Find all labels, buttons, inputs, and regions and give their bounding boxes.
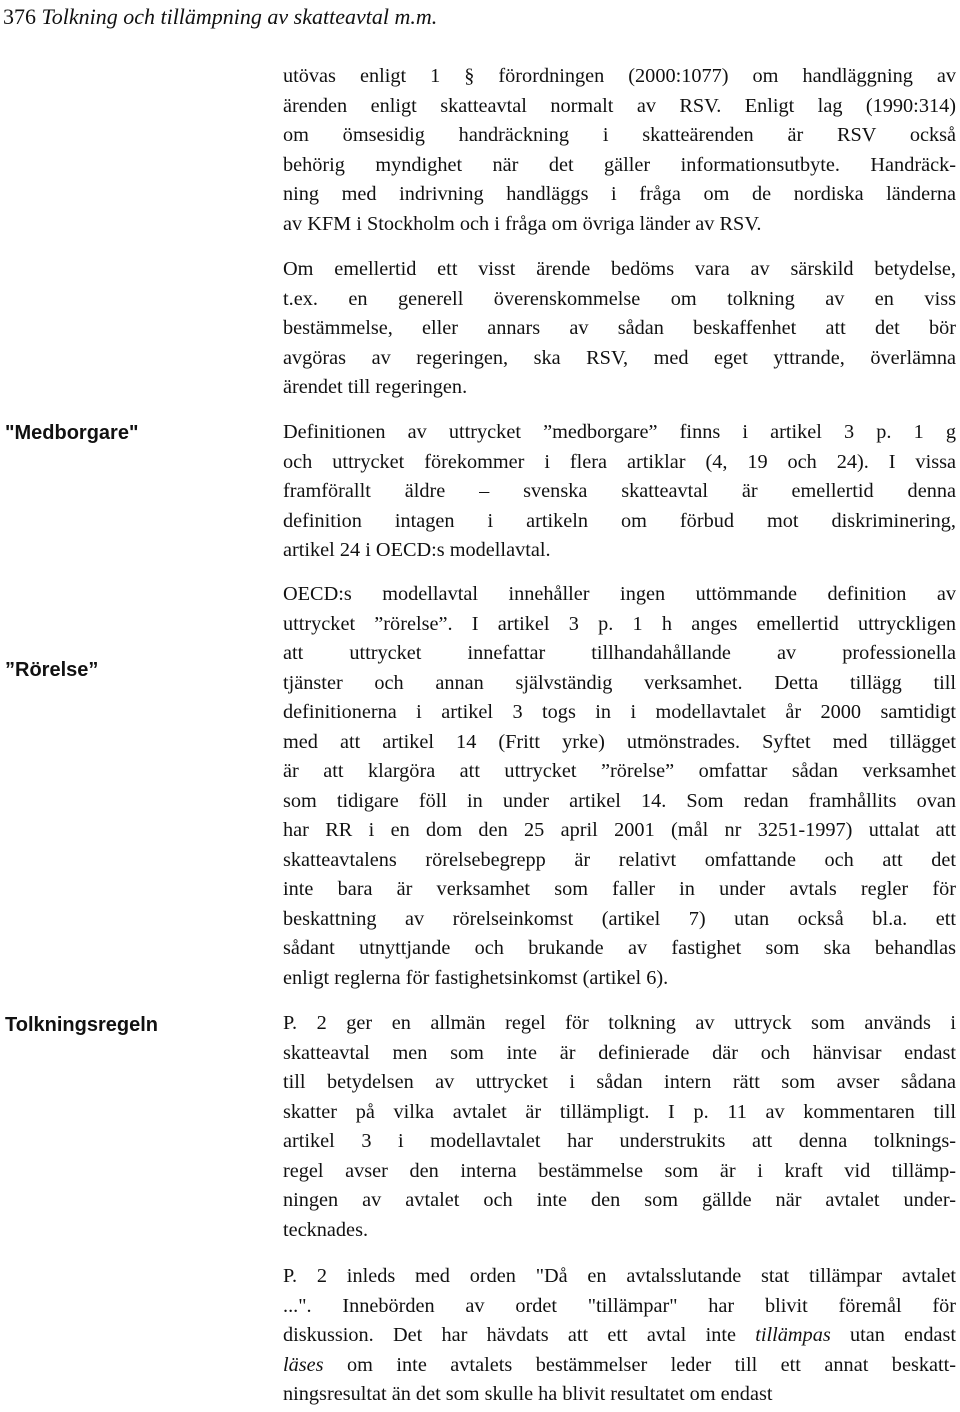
text-line: behörig myndighet när det gäller informationsutbyte. Handräck-: [283, 153, 956, 176]
text-line: till betydelsen av uttrycket i sådan intern rätt som avser sådana: [283, 1071, 956, 1093]
text-line: skatter på vilka avtalet är tillämpligt. I p. 11 av kommentaren till: [283, 1100, 956, 1123]
margin-note-tolkningsregeln: Tolkningsregeln: [5, 1014, 158, 1036]
text-line: ärendet till regeringen.: [283, 376, 468, 398]
text-line: och uttrycket förekommer i flera artiklar (4, 19 och 24). I vissa: [283, 450, 956, 473]
text-line: sådant utnyttjande och brukande av fastighet som ska behandlas: [283, 937, 956, 959]
text-line: att uttrycket innefattar tillhandahållande av professionella: [283, 642, 956, 664]
text-line: Definitionen av uttrycket ”medborgare” finns i artikel 3 p. 1 g: [283, 421, 956, 443]
paragraph: [283, 418, 956, 566]
text-line: ningen av avtalet och inte den som gällde när avtalet under-: [283, 1189, 956, 1211]
margin-note-rorelse: ”Rörelse”: [5, 659, 99, 681]
text-line: P. 2 ger en allmän regel för tolkning av uttryck som används i: [283, 1012, 956, 1034]
text-line: beskattning av rörelseinkomst (artikel 7) utan också bl.a. ett: [283, 907, 956, 930]
text-line: utövas enligt 1 § förordningen (2000:1077) om handläggning av: [283, 65, 956, 87]
text-line: definition intagen i artikeln om förbud mot diskriminering,: [283, 509, 956, 532]
text-line: tecknades.: [283, 1218, 369, 1241]
text-line: läses om inte avtalets bestämmelser leder till ett annat beskatt-: [283, 1353, 956, 1376]
text-line: skatteavtalens rörelsebegrepp är relativt omfattande och att det: [283, 848, 956, 871]
text-line: som tidigare föll in under artikel 14. Som redan framhållits ovan: [283, 789, 956, 812]
text-line: artikel 3 i modellavtalet har understrukits att denna tolknings-: [283, 1130, 956, 1152]
text-line: t.ex. en generell överenskommelse om tolkning av en viss: [283, 287, 956, 310]
text-line: uttrycket ”rörelse”. I artikel 3 p. 1 h anges emellertid uttryckligen: [283, 612, 956, 635]
text-line: artikel 24 i OECD:s modellavtal.: [283, 539, 551, 561]
paragraph: [283, 1262, 956, 1410]
margin-note-medborgare: "Medborgare": [5, 422, 139, 444]
text-line: av KFM i Stockholm och i fråga om övriga länder av RSV.: [283, 212, 762, 235]
text-line: regel avser den interna bestämmelse som är i kraft vid tillämp-: [283, 1159, 956, 1182]
text-line: definitionerna i artikel 3 togs in i modellavtalet år 2000 samtidigt: [283, 701, 956, 723]
text-line: har RR i en dom den 25 april 2001 (mål nr 3251-1997) uttalat att: [283, 819, 956, 841]
running-title: Tolkning och tillämpning av skatteavtal m.m.: [41, 4, 438, 29]
text-line: ...". Innebörden av ordet "tillämpar" har blivit föremål för: [283, 1294, 956, 1317]
text-line: OECD:s modellavtal innehåller ingen uttömmande definition av: [283, 583, 956, 605]
paragraph: [283, 1009, 956, 1245]
text-line: Om emellertid ett visst ärende bedöms vara av särskild betydelse,: [283, 258, 956, 280]
page-number: 376: [3, 4, 36, 29]
text-line: skatteavtal men som inte är definierade där och hänvisar endast: [283, 1041, 956, 1064]
text-line: tjänster och annan självständig verksamhet. Detta tillägg till: [283, 671, 956, 694]
text-line: inte bara är verksamhet som faller in under avtals regler för: [283, 878, 956, 900]
paragraph: [283, 580, 956, 993]
text-line: P. 2 inleds med orden "Då en avtalsslutande stat tillämpar avtalet: [283, 1265, 956, 1287]
paragraph: [283, 255, 956, 403]
page-header: [3, 2, 437, 32]
text-line: med att artikel 14 (Fritt yrke) utmönstrades. Syftet med tillägget: [283, 730, 956, 753]
text-line: framförallt äldre – svenska skatteavtal är emellertid denna: [283, 480, 956, 502]
text-line: bestämmelse, eller annars av sådan beskaffenhet att det bör: [283, 317, 956, 339]
text-line: ärenden enligt skatteavtal normalt av RSV. Enligt lag (1990:314): [283, 94, 956, 117]
text-line: ningsresultat än det som skulle ha blivit resultatet om endast: [283, 1383, 773, 1405]
text-line: är att klargöra att uttrycket ”rörelse” omfattar sådan verksamhet: [283, 760, 956, 782]
text-line: avgöras av regeringen, ska RSV, med eget yttrande, överlämna: [283, 346, 956, 369]
text-line: ning med indrivning handläggs i fråga om de nordiska länderna: [283, 183, 956, 205]
paragraph: [283, 62, 956, 239]
text-line: om ömsesidig handräckning i skatteärenden är RSV också: [283, 124, 956, 146]
text-line: enligt reglerna för fastighetsinkomst (artikel 6).: [283, 966, 669, 989]
text-line: diskussion. Det har hävdats att ett avtal inte tillämpas utan endast: [283, 1324, 956, 1346]
